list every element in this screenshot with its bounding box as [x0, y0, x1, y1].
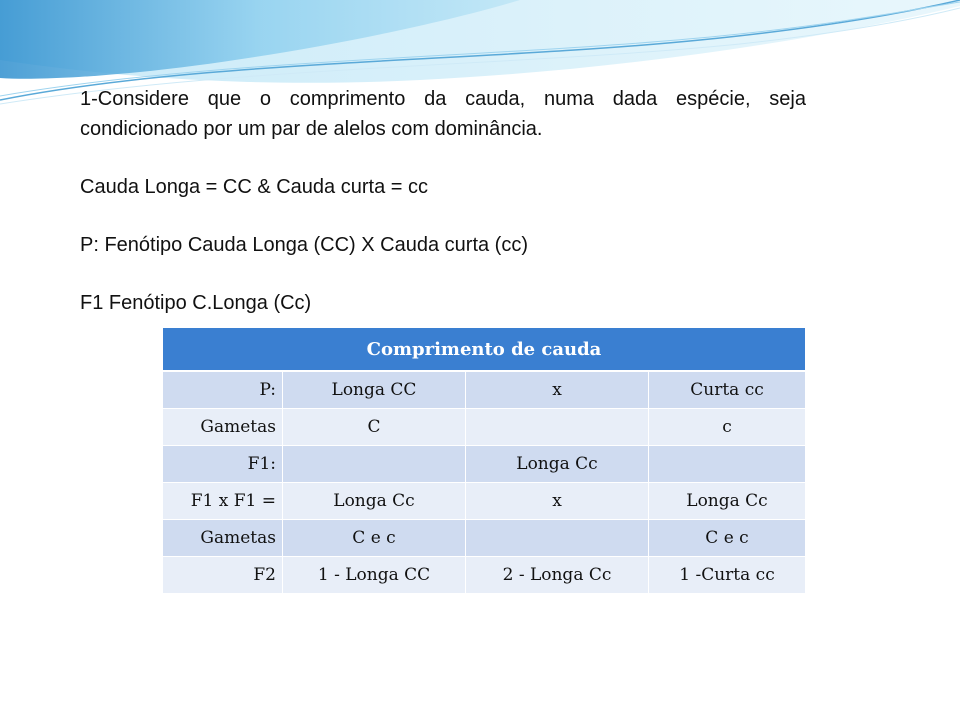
table-cell: Longa CC: [283, 371, 466, 409]
table-row: [163, 557, 805, 594]
table-cell: 1 - Longa CC: [283, 557, 466, 594]
table-row: [163, 446, 805, 483]
table-cell: Curta cc: [649, 371, 806, 409]
table-cell: 1 -Curta cc: [649, 557, 806, 594]
table-row: [163, 520, 805, 557]
table-header: Comprimento de cauda: [163, 328, 805, 371]
tail-length-table: [163, 328, 805, 594]
table-cell: F1 x F1 =: [163, 483, 283, 520]
table-cell: C e c: [283, 520, 466, 557]
table-cell: [283, 446, 466, 483]
table-cell: Longa Cc: [466, 446, 649, 483]
table-cell: Longa Cc: [283, 483, 466, 520]
table-cell: [466, 409, 649, 446]
table-cell: F1:: [163, 446, 283, 483]
genotype-definition: Cauda Longa = CC & Cauda curta = cc: [80, 176, 428, 198]
table-cell: Gametas: [163, 520, 283, 557]
table-row: [163, 371, 805, 409]
table-cell: x: [466, 483, 649, 520]
parental-cross: P: Fenótipo Cauda Longa (CC) X Cauda curta (cc): [80, 234, 528, 256]
table-cell: C: [283, 409, 466, 446]
f1-phenotype: F1 Fenótipo C.Longa (Cc): [80, 292, 312, 314]
table-cell: Longa Cc: [649, 483, 806, 520]
table-row: [163, 483, 805, 520]
table-cell: [466, 520, 649, 557]
table-cell: Gametas: [163, 409, 283, 446]
table-header-row: [163, 328, 805, 371]
table-cell: C e c: [649, 520, 806, 557]
table-cell: [649, 446, 806, 483]
slide-text: [80, 84, 806, 318]
table-cell: c: [649, 409, 806, 446]
table-cell: x: [466, 371, 649, 409]
table-cell: F2: [163, 557, 283, 594]
table-cell: P:: [163, 371, 283, 409]
table-cell: 2 - Longa Cc: [466, 557, 649, 594]
intro-paragraph: 1-Considere que o comprimento da cauda, numa dada espécie, seja condicionado por um par de alelos com dominância.: [80, 88, 806, 140]
table-row: [163, 409, 805, 446]
